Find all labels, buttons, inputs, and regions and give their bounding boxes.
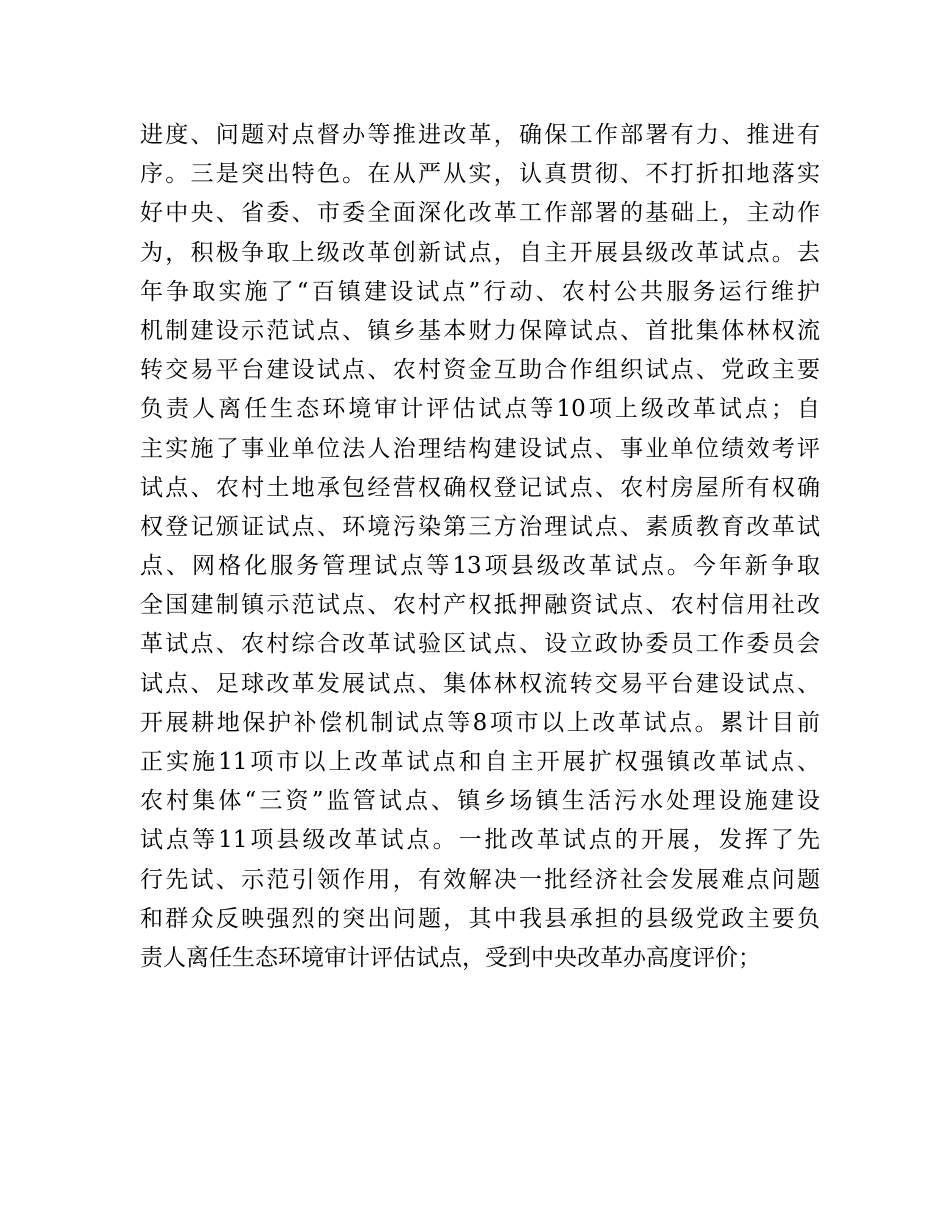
text-line-12: 点、网格化服务管理试点等13项县级改革试点。今年新争取	[140, 553, 820, 580]
text-line-6: 机制建设示范试点、镇乡基本财力保障试点、首批集体林权流	[140, 317, 820, 344]
body-paragraph	[140, 116, 820, 978]
text-line-19: 试点等11项县级改革试点。一批改革试点的开展，发挥了先	[140, 827, 820, 854]
text-line-7: 转交易平台建设试点、农村资金互助合作组织试点、党政主要	[140, 357, 820, 384]
text-line-14: 革试点、农村综合改革试验区试点、设立政协委员工作委员会	[140, 631, 820, 658]
text-line-17: 正实施11项市以上改革试点和自主开展扩权强镇改革试点、	[140, 749, 820, 775]
text-line-8: 负责人离任生态环境审计评估试点等10项上级改革试点；自	[140, 396, 820, 423]
text-line-20: 行先试、示范引领作用，有效解决一批经济社会发展难点问题	[140, 866, 820, 893]
text-line-4: 为，积极争取上级改革创新试点，自主开展县级改革试点。去	[140, 239, 820, 266]
text-line-18: 农村集体“三资”监管试点、镇乡场镇生活污水处理设施建设	[140, 788, 820, 815]
text-line-11: 权登记颁证试点、环境污染第三方治理试点、素质教育改革试	[140, 513, 820, 540]
text-line-16: 开展耕地保护补偿机制试点等8项市以上改革试点。累计目前	[140, 709, 820, 736]
text-line-21: 和群众反映强烈的突出问题，其中我县承担的县级党政主要负	[140, 905, 820, 932]
text-line-3: 好中央、省委、市委全面深化改革工作部署的基础上，主动作	[140, 200, 820, 227]
text-line-13: 全国建制镇示范试点、农村产权抵押融资试点、农村信用社改	[140, 592, 820, 619]
text-line-10: 试点、农村土地承包经营权确权登记试点、农村房屋所有权确	[140, 474, 820, 501]
text-line-2: 序。三是突出特色。在从严从实，认真贯彻、不打折扣地落实	[140, 161, 820, 188]
text-line-9: 主实施了事业单位法人治理结构建设试点、事业单位绩效考评	[140, 435, 820, 462]
text-line-1: 进度、问题对点督办等推进改革，确保工作部署有力、推进有	[140, 122, 820, 148]
text-line-22: 责人离任生态环境审计评估试点，受到中央改革办高度评价；	[140, 944, 761, 971]
text-line-15: 试点、足球改革发展试点、集体林权流转交易平台建设试点、	[140, 670, 820, 697]
text-line-5: 年争取实施了“百镇建设试点”行动、农村公共服务运行维护	[140, 278, 820, 305]
